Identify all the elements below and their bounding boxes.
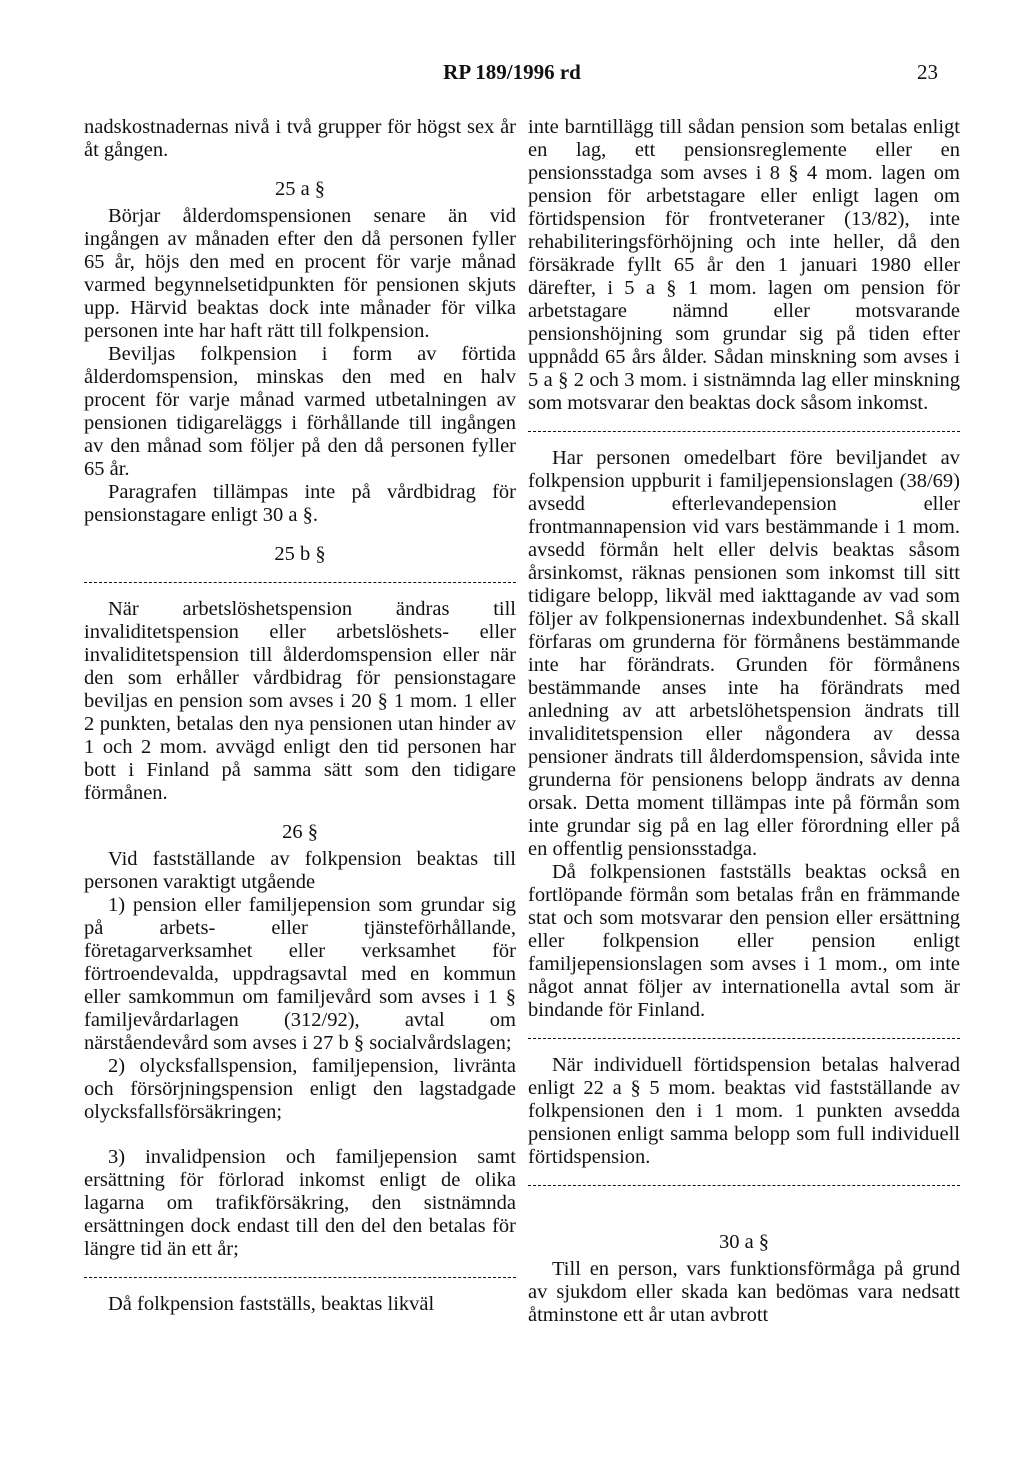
section-heading-25b: 25 b § bbox=[274, 543, 326, 565]
paragraph: Paragrafen tillämpas inte på vårdbidrag för pensionstagare enligt 30 a §. bbox=[84, 481, 516, 526]
page-number: 23 bbox=[917, 60, 938, 84]
page-header-title: RP 189/1996 rd bbox=[443, 60, 581, 84]
section-heading-30a: 30 a § bbox=[718, 1231, 770, 1253]
list-item: 1) pension eller familjepension som grundar sig på arbets- eller tjänsteförhållande, företagarverksamhet eller verksamhet för förtroendevalda, uppdragsavtal med en kommun eller samkommun om familjevård som avses i 1 § familjevårdarlagen (312/92), avtal om närståendevård som avses i 27 b § socialvårdslagen; bbox=[84, 894, 516, 1054]
paragraph: Då folkpensionen fastställs beaktas också en fortlöpande förmån som betalas från en främmande stat och som motsvarar den pension eller ersättning eller folkpension eller pension enligt familjepensionslagen som avses i 1 mom., om inte något annat följer av internationella avtal som är bindande för Finland. bbox=[528, 861, 960, 1021]
paragraph: Till en person, vars funktionsförmåga på grund av sjukdom eller skada kan bedömas vara nedsatt åtminstone ett år utan avbrott bbox=[528, 1258, 960, 1326]
list-item: 3) invalidpension och familjepension samt ersättning för förlorad inkomst enligt de olika lagarna om trafikförsäkring, den sistnämnda ersättningen dock endast till den del den betalas för längre tid än ett år; bbox=[84, 1146, 516, 1260]
omission-dashes bbox=[528, 425, 960, 437]
omission-dashes bbox=[528, 1179, 960, 1191]
list-item: 2) olycksfallspension, familjepension, livränta och försörjningspension enligt den lagstadgade olycksfallsförsäkringen; bbox=[84, 1055, 516, 1123]
paragraph: Då folkpension fastställs, beaktas likväl bbox=[108, 1293, 435, 1315]
paragraph: Har personen omedelbart före beviljandet av folkpension uppburit i familjepensionslagen (38/69) avsedd efterlevandepension eller frontmannapension vid vars bestämmande i 1 mom. avsedd förmån helt eller delvis beaktas såsom årsinkomst, räknas pensionen som inkomst till sitt tidigare belopp, likväl med iakttagande av vad som följer av folkpensionernas indexbundenhet. Så skall förfaras om grunderna för förmånens bestämmande inte har förändrats. Grunden för förmånens bestämmande anses inte ha förändrats med anledning av att arbetslöhetspension ändrats till invaliditetspension eller någondera av dessa pensioner ändrats till ålderdomspension, såvida inte grunderna för pensionens belopp ändrats av denna orsak. Detta moment tillämpas inte på förmån som inte grundar sig på en lag eller förordning eller på en offentlig pensionsstadga. bbox=[528, 447, 960, 860]
paragraph: När individuell förtidspension betalas halverad enligt 22 a § 5 mom. beaktas vid fastställande av folkpensionen den i 1 mom. 1 punkten avsedda pensionen enligt samma belopp som full individuell förtidspension. bbox=[528, 1054, 960, 1168]
omission-dashes bbox=[84, 576, 516, 588]
paragraph: inte barntillägg till sådan pension som betalas enligt en lag, ett pensionsreglemente eller en pensionsstadga som avses i 8 § 4 mom. lagen om pension för arbetstagare eller enligt lagen om förtidspension för frontveteraner (13/82), inte rehabiliteringsförhöjning och inte heller, då den försäkrade fyllt 65 år den 1 januari 1980 eller därefter, i 5 a § 1 mom. lagen om pension för arbetstagare nämnd eller motsvarande pensionshöjning som grundar sig på tiden efter uppnådd 65 års ålder. Sådan minskning som avses i 5 a § 2 och 3 mom. i sistnämnda lag eller minskning som motsvarar den beaktas dock såsom inkomst. bbox=[528, 116, 960, 414]
omission-dashes bbox=[84, 1271, 516, 1283]
omission-dashes bbox=[528, 1032, 960, 1044]
paragraph: Börjar ålderdomspensionen senare än vid ingången av månaden efter den då personen fyller 65 år, höjs den med en procent för varje månad varmed begynnelsetidpunkten för pensionen skjuts upp. Härvid beaktas dock inte månader för vilka personen inte har haft rätt till folkpension. bbox=[84, 205, 516, 342]
paragraph: Beviljas folkpension i form av förtida ålderdomspension, minskas den med en halv procent för varje månad varmed utbetalningen av pensionen tidigareläggs i förhållande till ingången av den månad som följer på den då personen fyller 65 år. bbox=[84, 343, 516, 480]
right-column bbox=[528, 116, 960, 1327]
paragraph: Vid fastställande av folkpension beaktas till personen varaktigt utgående bbox=[84, 848, 516, 893]
section-heading-26: 26 § bbox=[282, 821, 318, 843]
paragraph: nadskostnadernas nivå i två grupper för högst sex år åt gången. bbox=[84, 116, 516, 161]
left-column bbox=[84, 116, 516, 1316]
paragraph: När arbetslöshetspension ändras till invaliditetspension eller arbetslöshets- eller invaliditetspension till ålderdomspension eller när den som erhåller vårdbidrag för pensionstagare beviljas en pension som avses i 20 § 1 mom. 1 eller 2 punkten, betalas den nya pensionen utan hinder av 1 och 2 mom. avvägd enligt den tid personen har bott i Finland på samma sätt som den tidigare förmånen. bbox=[84, 598, 516, 804]
section-heading-25a: 25 a § bbox=[274, 178, 326, 200]
